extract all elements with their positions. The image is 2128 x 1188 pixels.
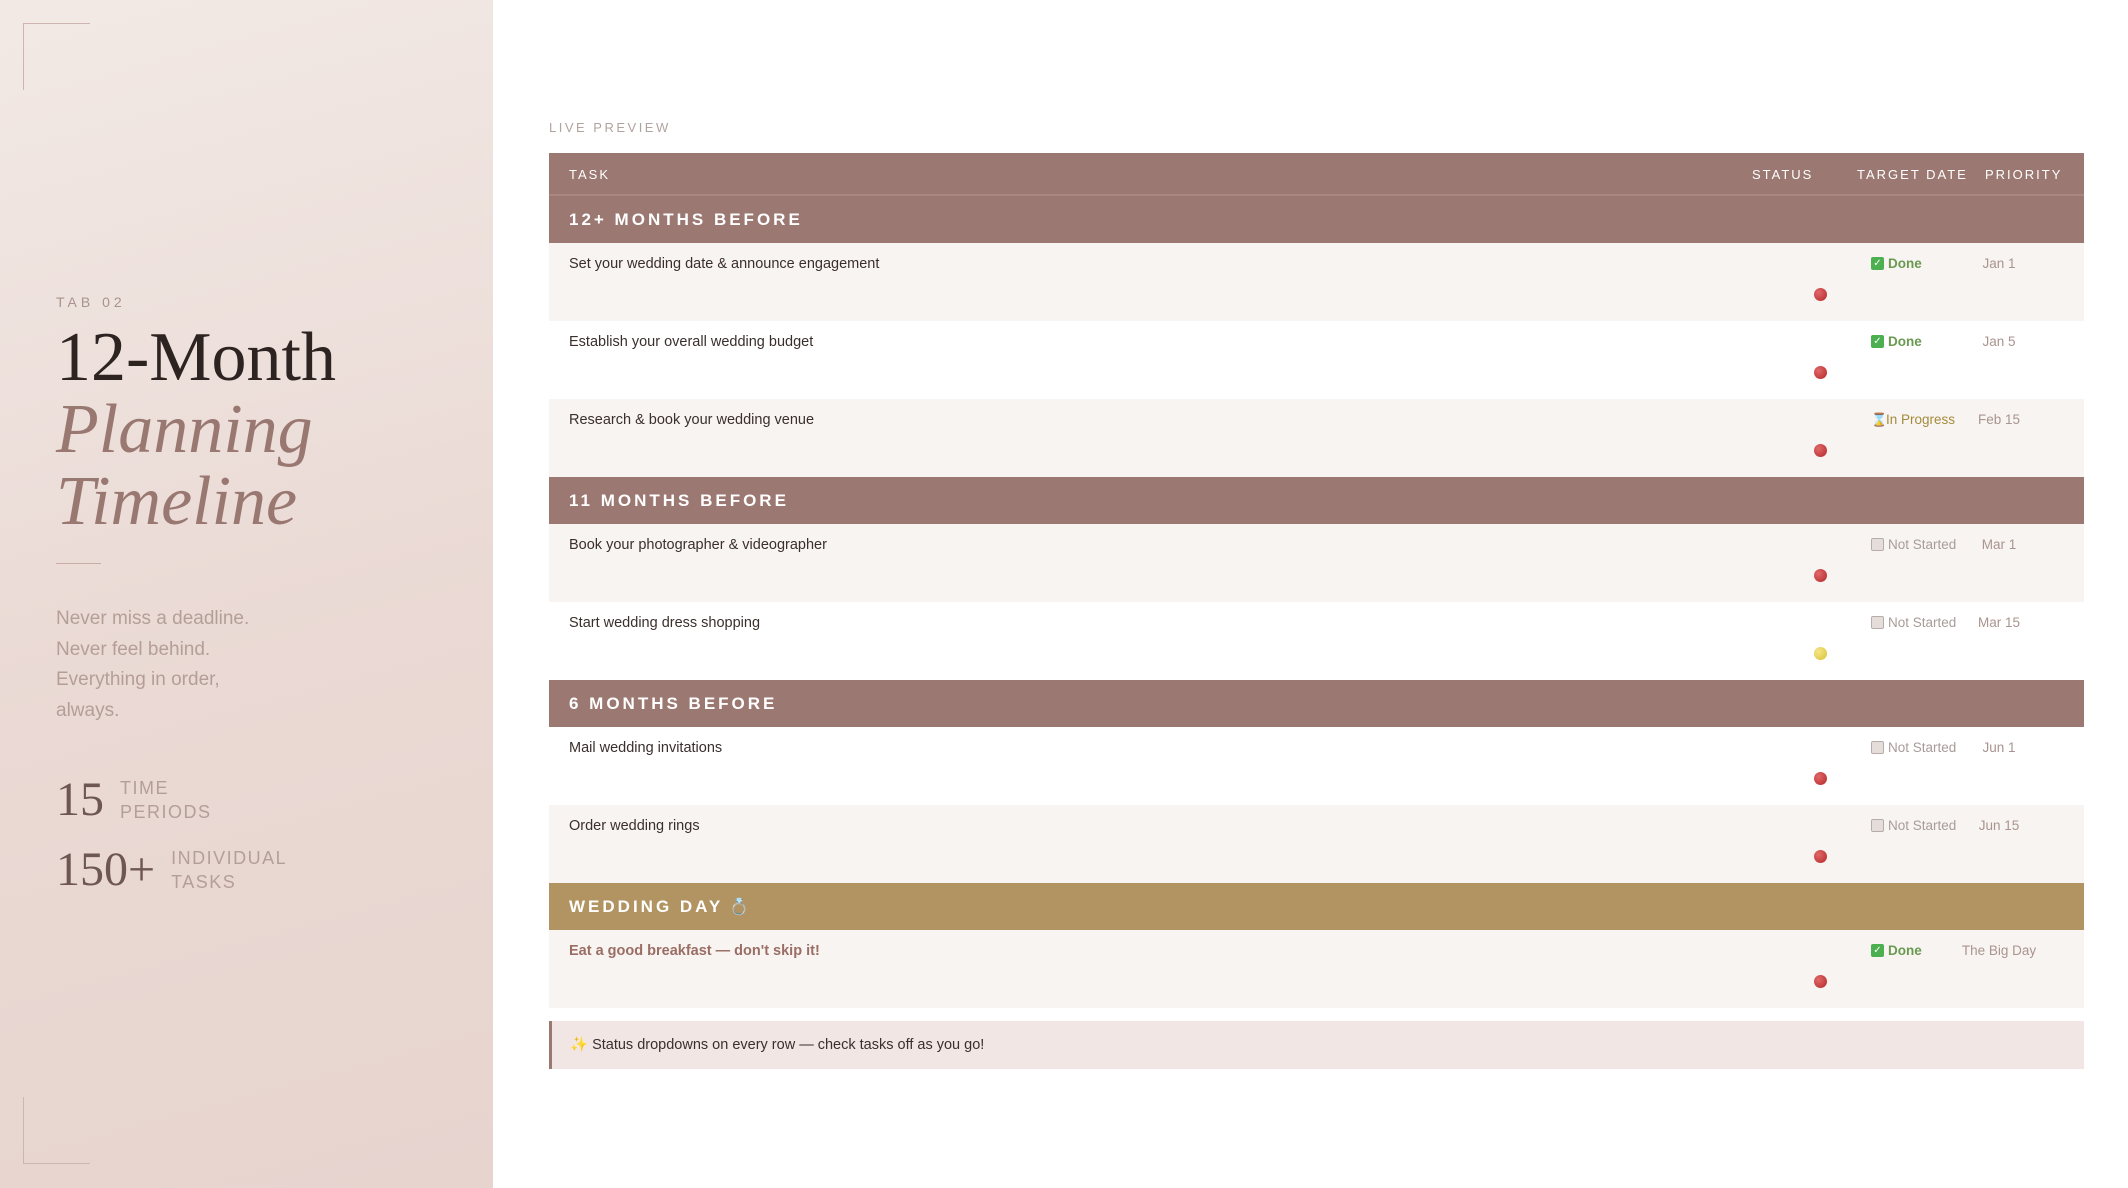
- task-name: Book your photographer & videographer: [569, 537, 827, 553]
- page-title: [56, 319, 336, 540]
- table-row: [549, 321, 2084, 399]
- priority-red-dot-icon[interactable]: [1814, 444, 1827, 457]
- priority-red-dot-icon[interactable]: [1814, 569, 1827, 582]
- status-label: Done: [1888, 334, 1922, 349]
- task-name: Research & book your wedding venue: [569, 412, 815, 428]
- task-name: Eat a good breakfast — don't skip it!: [569, 943, 820, 959]
- stat-label-line: TASKS: [171, 871, 237, 892]
- check-icon: ✓: [1871, 944, 1884, 957]
- task-name: Order wedding rings: [569, 818, 700, 834]
- target-date: Jan 5: [1982, 334, 2016, 349]
- calendar-icon: [1871, 741, 1884, 754]
- task-name: Set your wedding date & announce engagement: [569, 256, 880, 272]
- task-name: Establish your overall wedding budget: [569, 334, 814, 350]
- check-icon: ✓: [1871, 335, 1884, 348]
- calendar-icon: [1871, 819, 1884, 832]
- check-icon: ✓: [1871, 257, 1884, 270]
- task-name: Start wedding dress shopping: [569, 615, 761, 631]
- stat-number: 150+: [56, 843, 156, 896]
- header-priority: PRIORITY: [1985, 167, 2063, 182]
- tagline-line: always.: [56, 699, 120, 721]
- section-wedding-day: [549, 883, 2084, 930]
- status-label: Done: [1888, 943, 1922, 958]
- status-label: Done: [1888, 256, 1922, 271]
- calendar-icon: [1871, 616, 1884, 629]
- priority-red-dot-icon[interactable]: [1814, 772, 1827, 785]
- corner-decoration-top: [23, 23, 90, 90]
- status-label: Not Started: [1888, 818, 1957, 833]
- target-date: Mar 15: [1977, 615, 2021, 630]
- stat-label: [171, 846, 287, 894]
- table-row: [549, 602, 2084, 680]
- stat-label-line: INDIVIDUAL: [171, 847, 288, 868]
- table-row: [549, 243, 2084, 321]
- section-12-months: 12+ MONTHS BEFORE: [549, 196, 2084, 243]
- title-line-3: Timeline: [56, 463, 298, 540]
- status-dropdown[interactable]: [1871, 334, 1922, 349]
- priority-red-dot-icon[interactable]: [1814, 975, 1827, 988]
- target-date: The Big Day: [1961, 943, 2037, 958]
- hourglass-icon: ⌛: [1871, 412, 1888, 427]
- table-row: [549, 399, 2084, 477]
- header-target-date: TARGET DATE: [1857, 167, 1968, 182]
- task-name: Mail wedding invitations: [569, 740, 723, 756]
- sparkle-icon: ✨: [570, 1037, 589, 1053]
- priority-red-dot-icon[interactable]: [1814, 850, 1827, 863]
- live-preview-label: LIVE PREVIEW: [549, 120, 671, 135]
- section-6-months: 6 MONTHS BEFORE: [549, 680, 2084, 727]
- calendar-icon: [1871, 538, 1884, 551]
- tagline-line: Never miss a deadline.: [56, 608, 250, 629]
- ring-icon: 💍: [729, 899, 750, 916]
- status-dropdown[interactable]: [1871, 256, 1922, 271]
- priority-red-dot-icon[interactable]: [1814, 366, 1827, 379]
- note-text: Status dropdowns on every row — check tasks off as you go!: [592, 1037, 985, 1053]
- target-date: Jan 1: [1982, 256, 2016, 271]
- title-line-1: 12-Month: [56, 319, 336, 396]
- table-header: [549, 153, 2084, 196]
- status-label: In Progress: [1886, 412, 1956, 427]
- target-date: Jun 1: [1982, 740, 2016, 755]
- title-divider: [56, 563, 101, 564]
- tagline: [56, 604, 249, 726]
- status-label: Not Started: [1888, 537, 1957, 552]
- stat-individual-tasks: [56, 842, 287, 897]
- title-line-2: Planning: [56, 391, 313, 468]
- info-note: [549, 1021, 2084, 1069]
- stat-label: [120, 776, 212, 824]
- status-dropdown[interactable]: [1871, 943, 1922, 958]
- corner-decoration-bottom: [23, 1097, 90, 1164]
- table-row: [549, 805, 2084, 883]
- section-title: WEDDING DAY: [569, 897, 724, 916]
- header-status: STATUS: [1752, 167, 1814, 182]
- section-11-months: 11 MONTHS BEFORE: [549, 477, 2084, 524]
- stat-time-periods: [56, 772, 212, 827]
- left-panel: [0, 0, 493, 1188]
- stat-label-line: PERIODS: [120, 801, 212, 822]
- timeline-table: [549, 153, 2084, 1008]
- header-task: TASK: [569, 167, 610, 182]
- target-date: Mar 1: [1981, 537, 2017, 552]
- priority-yellow-dot-icon[interactable]: [1814, 647, 1827, 660]
- stat-label-line: TIME: [120, 777, 169, 798]
- tab-label: TAB 02: [56, 294, 126, 310]
- table-row: [549, 727, 2084, 805]
- tagline-line: Never feel behind.: [56, 638, 211, 660]
- status-label: Not Started: [1888, 615, 1957, 630]
- target-date: Jun 15: [1978, 818, 2020, 833]
- table-row: [549, 524, 2084, 602]
- stat-number: 15: [56, 773, 104, 826]
- tagline-line: Everything in order,: [56, 669, 220, 690]
- table-row: [549, 930, 2084, 1008]
- priority-red-dot-icon[interactable]: [1814, 288, 1827, 301]
- status-label: Not Started: [1888, 740, 1957, 755]
- target-date: Feb 15: [1977, 412, 2021, 427]
